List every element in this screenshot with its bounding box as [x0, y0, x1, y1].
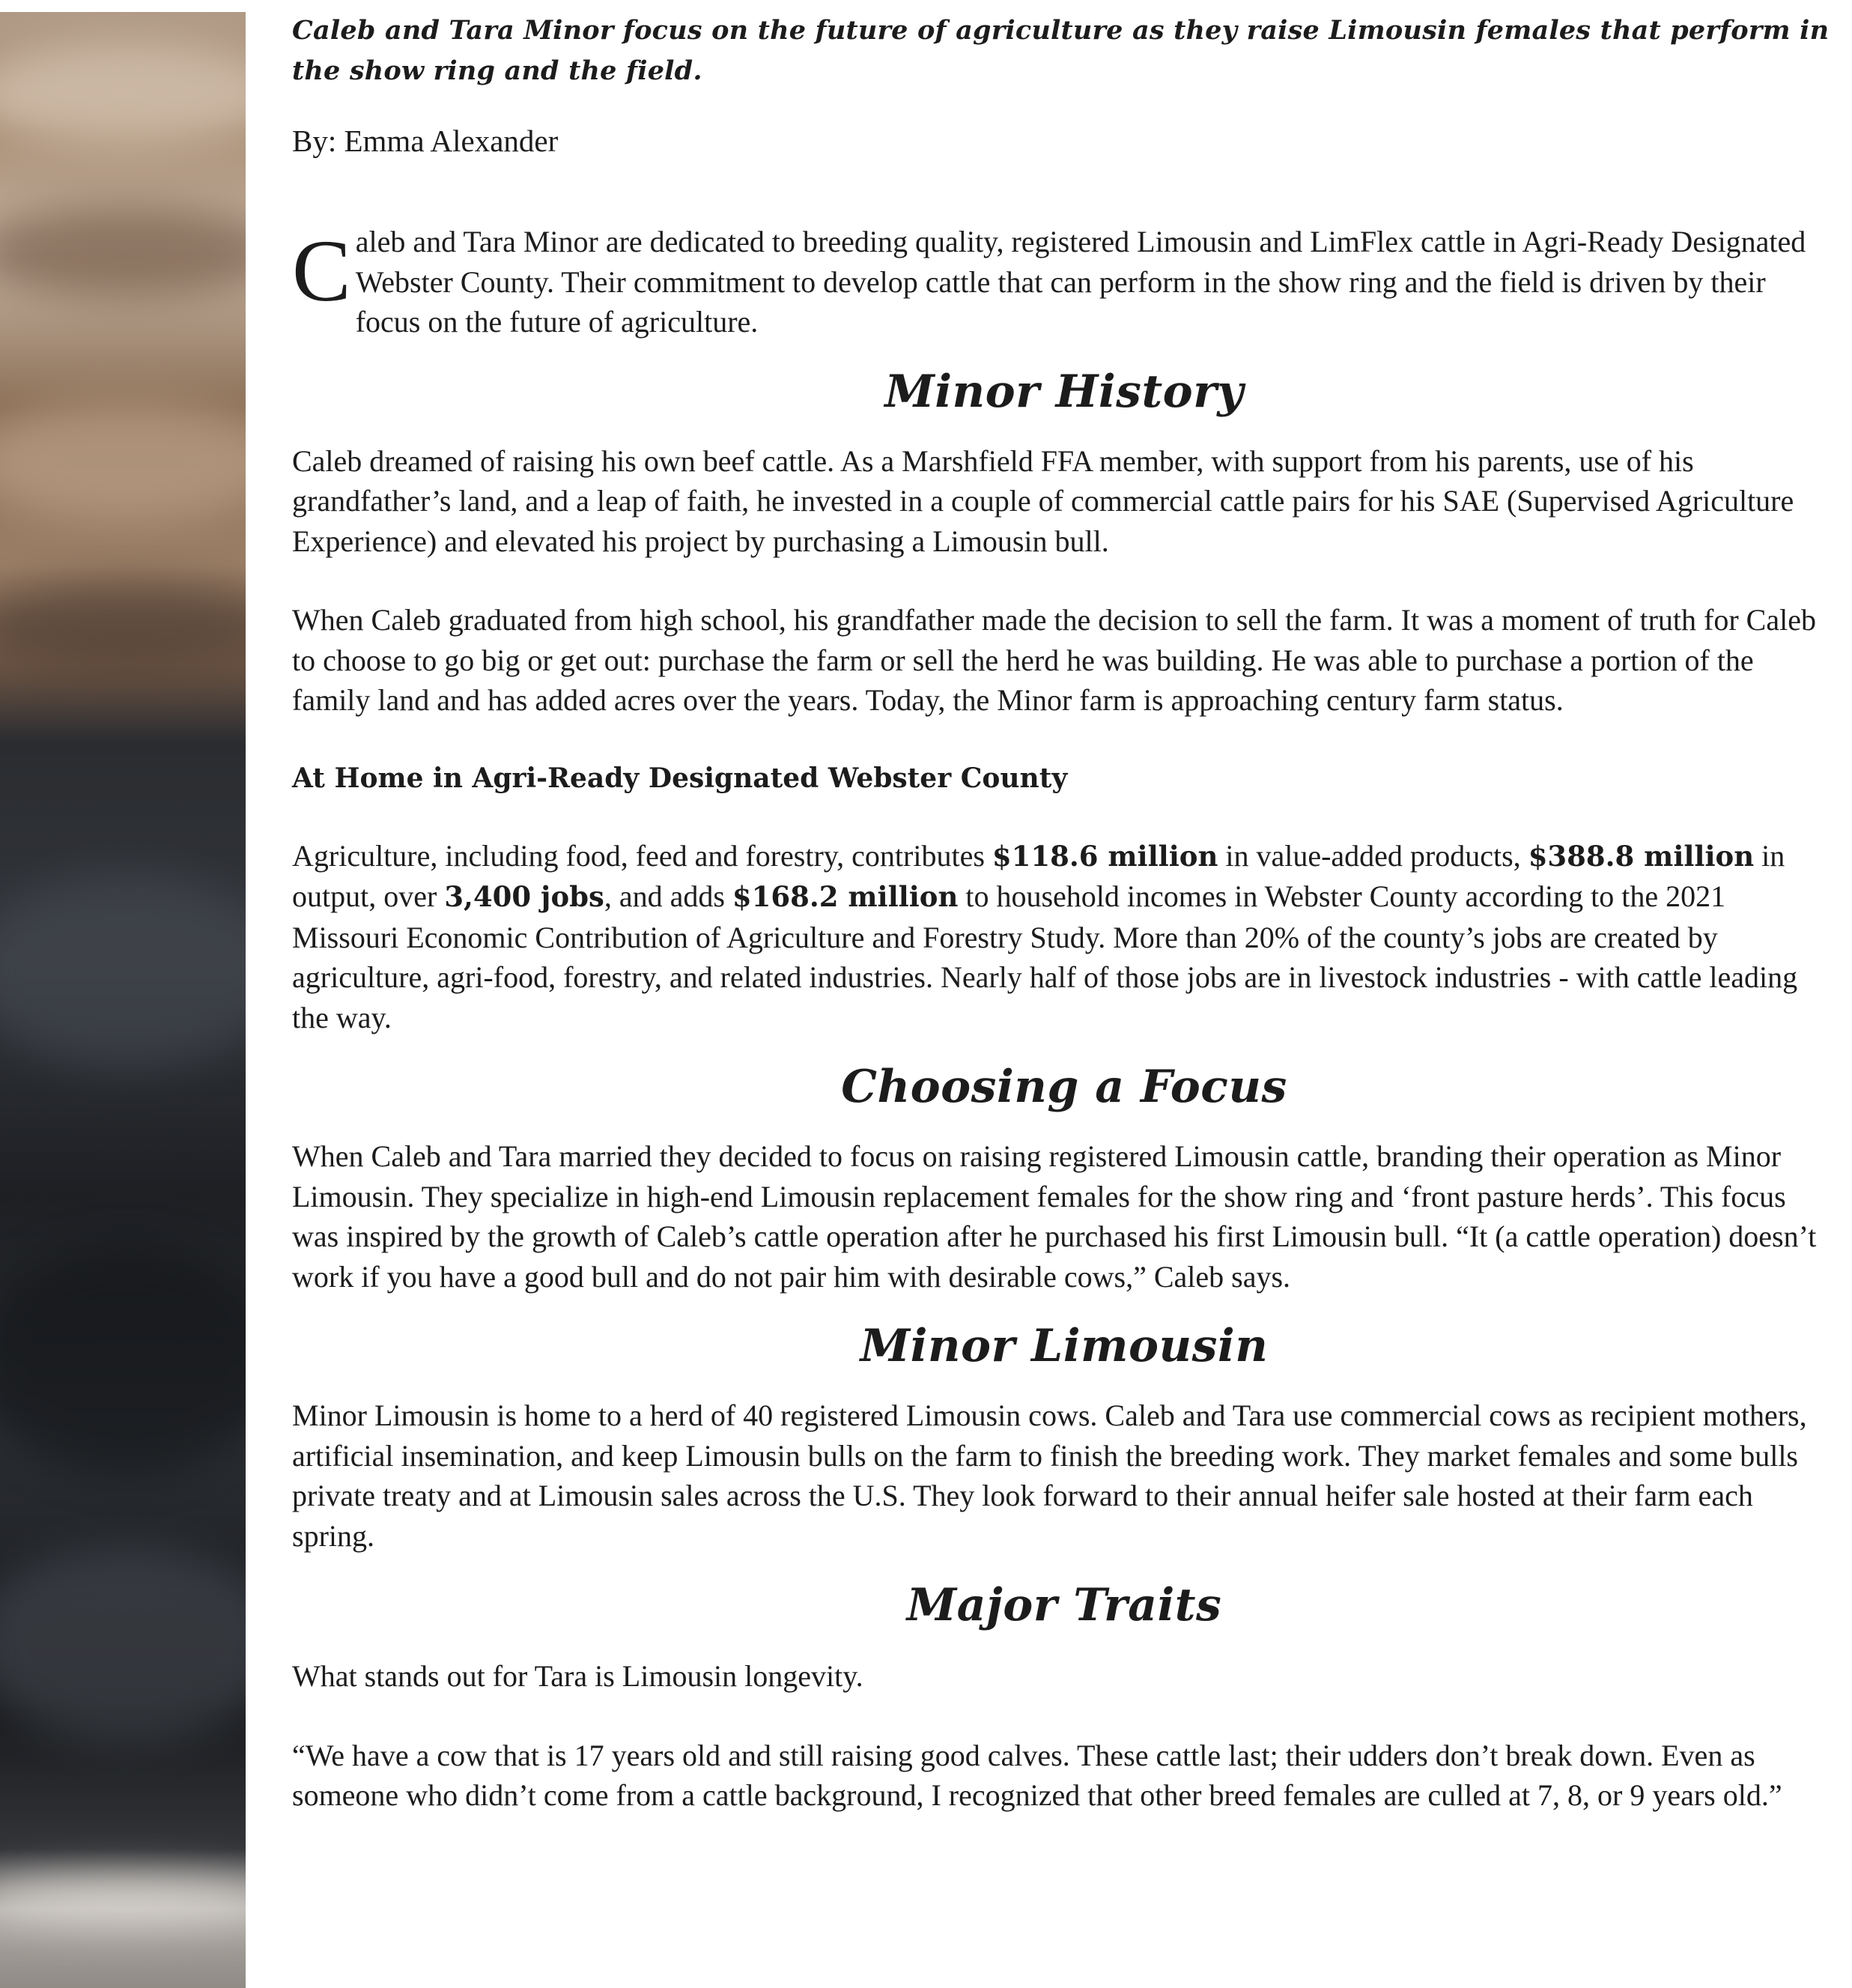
heading-minor-limousin: Minor Limousin	[860, 1320, 1269, 1372]
paragraph-traits-quote: “We have a cow that is 17 years old and still raising good calves. These cattle last; their udders don’t break down. Even as someone who didn’t come from a cattle background, I recognized that other breed females are culled at 7, 8, or 9 years old.”	[292, 1738, 1782, 1812]
drop-cap: C	[292, 222, 351, 320]
lead-text: aleb and Tara Minor are dedicated to breeding quality, registered Limousin and LimFlex cattle in Agri-Ready Designated Webster County. Their commitment to develop cattle that can perform in the show ring and the field is driven by their focus on the future of agriculture.	[355, 225, 1806, 339]
heading-choosing-focus: Choosing a Focus	[841, 1061, 1287, 1113]
article-deck: Caleb and Tara Minor focus on the future of agriculture as they raise Limousin females that perform in the show ring and the field.	[292, 15, 1830, 86]
stat-jobs: 3,400 jobs	[444, 880, 604, 913]
lead-paragraph	[292, 222, 1836, 342]
article-column	[292, 10, 1836, 1816]
stat-output: $388.8 million	[1528, 839, 1755, 873]
paragraph-focus: When Caleb and Tara married they decided to focus on raising registered Limousin cattle, branding their operation as Minor Limousin. They specialize in high-end Limousin replacement females for the show ring and ‘front pasture herds’. This focus was inspired by the growth of Caleb’s cattle operation after he purchased his first Limousin bull. “It (a cattle operation) doesn’t work if you have a good bull and do not pair him with desirable cows,” Caleb says.	[292, 1139, 1817, 1294]
byline: By: Emma Alexander	[292, 124, 559, 158]
stat-value-added: $118.6 million	[992, 839, 1218, 873]
stat-household-income: $168.2 million	[732, 880, 959, 913]
paragraph-history-2: When Caleb graduated from high school, his grandfather made the decision to sell the farm. It was a moment of truth for Caleb to choose to go big or get out: purchase the farm or sell the herd he was building. He was able to purchase a portion of the family land and has added acres over the years. Today, the Minor farm is approaching century farm status.	[292, 603, 1816, 717]
paragraph-traits-1: What stands out for Tara is Limousin longevity.	[292, 1659, 863, 1693]
heading-minor-history: Minor History	[884, 365, 1244, 418]
heading-major-traits: Major Traits	[906, 1579, 1222, 1631]
paragraph-limousin: Minor Limousin is home to a herd of 40 registered Limousin cows. Caleb and Tara use commercial cows as recipient mothers, artificial insemination, and keep Limousin bulls on the farm to finish the breeding work. They market females and some bulls private treaty and at Limousin sales across the U.S. They look forward to their annual heifer sale hosted at their farm each spring.	[292, 1398, 1807, 1553]
cattle-photo	[0, 12, 246, 1988]
subheading-webster-county: At Home in Agri-Ready Designated Webster County	[292, 762, 1068, 794]
paragraph-history-1: Caleb dreamed of raising his own beef cattle. As a Marshfield FFA member, with support from his parents, use of his grandfather’s land, and a leap of faith, he invested in a couple of commercial cattle pairs for his SAE (Supervised Agriculture Experience) and elevated his project by purchasing a Limousin bull.	[292, 443, 1794, 558]
paragraph-webster: Agriculture, including food, feed and forestry, contributes $118.6 million in value-added products, $388.8 million in output, over 3,400 jobs, and adds $168.2 million to household incomes in Webster County according to the 2021 Missouri Economic Contribution of Agriculture and Forestry Study. More than 20% of the county’s jobs are created by agriculture, agri-food, forestry, and related industries. Nearly half of those jobs are in livestock industries - with cattle leading the way.	[292, 838, 1798, 1034]
